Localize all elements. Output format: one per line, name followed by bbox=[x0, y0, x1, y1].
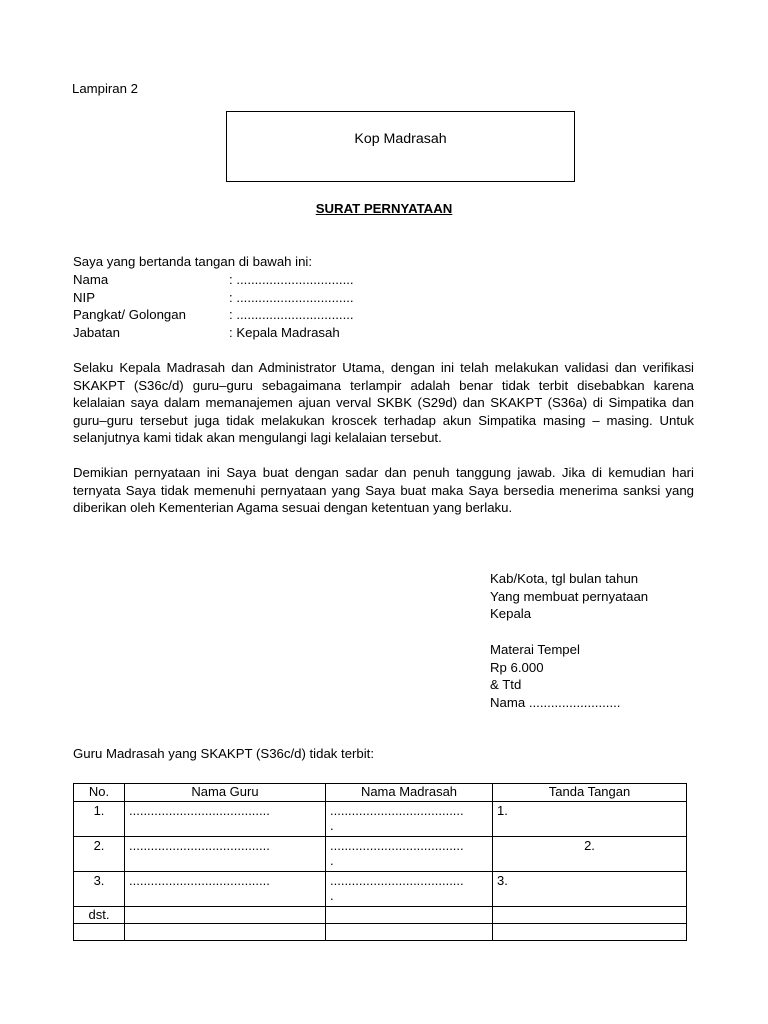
teacher-name-blank: ....................................... bbox=[129, 838, 270, 853]
madrasah-name-cell bbox=[326, 802, 493, 837]
intro-text: Saya yang bertanda tangan di bawah ini: bbox=[73, 254, 313, 269]
row-number: 1. bbox=[74, 802, 125, 837]
madrasah-name-cell bbox=[326, 837, 493, 872]
field-label: Nama bbox=[73, 272, 109, 287]
row-number: dst. bbox=[74, 907, 125, 924]
header-tanda-tangan: Tanda Tangan bbox=[493, 784, 687, 802]
row-number: 3. bbox=[74, 872, 125, 907]
empty-cell bbox=[326, 907, 493, 924]
field-label: Pangkat/ Golongan bbox=[73, 307, 186, 322]
madrasah-name-blank-end: . bbox=[330, 818, 334, 833]
table-row bbox=[74, 802, 687, 837]
letterhead-box bbox=[226, 111, 575, 182]
madrasah-name-cell bbox=[326, 872, 493, 907]
madrasah-name-blank-end: . bbox=[330, 853, 334, 868]
signature-block bbox=[490, 570, 648, 712]
table-row-empty bbox=[74, 924, 687, 941]
teacher-name-blank: ....................................... bbox=[129, 803, 270, 818]
header-nama-madrasah: Nama Madrasah bbox=[326, 784, 493, 802]
field-value: : ................................ bbox=[229, 272, 354, 287]
empty-cell bbox=[74, 924, 125, 941]
teacher-name-blank: ....................................... bbox=[129, 873, 270, 888]
madrasah-name-blank: ..................................... bbox=[330, 838, 464, 853]
madrasah-name-blank: ..................................... bbox=[330, 803, 464, 818]
spacer bbox=[490, 623, 648, 641]
field-value: : ................................ bbox=[229, 290, 354, 305]
signature-cell: 1. bbox=[493, 802, 687, 837]
field-value: : ................................ bbox=[229, 307, 354, 322]
teacher-name-cell bbox=[125, 872, 326, 907]
table-row bbox=[74, 837, 687, 872]
signature-label: & Ttd bbox=[490, 677, 522, 693]
empty-cell bbox=[493, 907, 687, 924]
letterhead-text: Kop Madrasah bbox=[354, 131, 447, 147]
signer-position: Kepala bbox=[490, 606, 532, 622]
signature-cell: 2. bbox=[493, 837, 687, 872]
empty-cell bbox=[125, 907, 326, 924]
table-caption: Guru Madrasah yang SKAKPT (S36c/d) tidak terbit: bbox=[73, 746, 375, 761]
field-value: : Kepala Madrasah bbox=[229, 325, 340, 340]
field-label: NIP bbox=[73, 290, 95, 305]
madrasah-name-blank: ..................................... bbox=[330, 873, 464, 888]
signer-caption: Yang membuat pernyataan bbox=[490, 588, 649, 604]
signature-cell: 3. bbox=[493, 872, 687, 907]
statement-paragraph: Selaku Kepala Madrasah dan Administrator Utama, dengan ini telah melakukan validasi dan verifikasi SKAKPT (S36c/d) guru–guru sebagaimana terlampir adalah benar tidak terbit disebabkan karena kelalaian saya dalam memanajemen ajuan verval SKBK (S29d) dan SKAKPT (S36a) di Simpatika dan guru–guru tersebut juga tidak melakukan kroscek terhadap akun Simpatika masing – masing. Untuk selanjutnya kami tidak akan mengulangi lagi kelalaian tersebut. bbox=[73, 360, 694, 446]
empty-cell bbox=[493, 924, 687, 941]
table-row-dst bbox=[74, 907, 687, 924]
teacher-table bbox=[73, 783, 687, 941]
field-label: Jabatan bbox=[73, 325, 120, 340]
stamp-duty-label: Materai Tempel bbox=[490, 641, 580, 657]
header-no: No. bbox=[74, 784, 125, 802]
signer-name: Nama ......................... bbox=[490, 694, 621, 710]
attachment-label: Lampiran 2 bbox=[72, 81, 138, 96]
table-row bbox=[74, 872, 687, 907]
header-nama-guru: Nama Guru bbox=[125, 784, 326, 802]
empty-cell bbox=[125, 924, 326, 941]
teacher-name-cell bbox=[125, 837, 326, 872]
place-date: Kab/Kota, tgl bulan tahun bbox=[490, 571, 639, 586]
stamp-duty-amount: Rp 6.000 bbox=[490, 659, 544, 675]
teacher-name-cell bbox=[125, 802, 326, 837]
table-header-row bbox=[74, 784, 687, 802]
madrasah-name-blank-end: . bbox=[330, 888, 334, 903]
document-title: SURAT PERNYATAAN bbox=[315, 201, 453, 216]
row-number: 2. bbox=[74, 837, 125, 872]
empty-cell bbox=[326, 924, 493, 941]
closing-paragraph: Demikian pernyataan ini Saya buat dengan sadar dan penuh tanggung jawab. Jika di kemudian hari ternyata Saya tidak memenuhi pernyataan yang Saya buat maka Saya bersedia menerima sanksi yang diberikan oleh Kementerian Agama sesuai dengan ketentuan yang berlaku. bbox=[73, 465, 694, 516]
